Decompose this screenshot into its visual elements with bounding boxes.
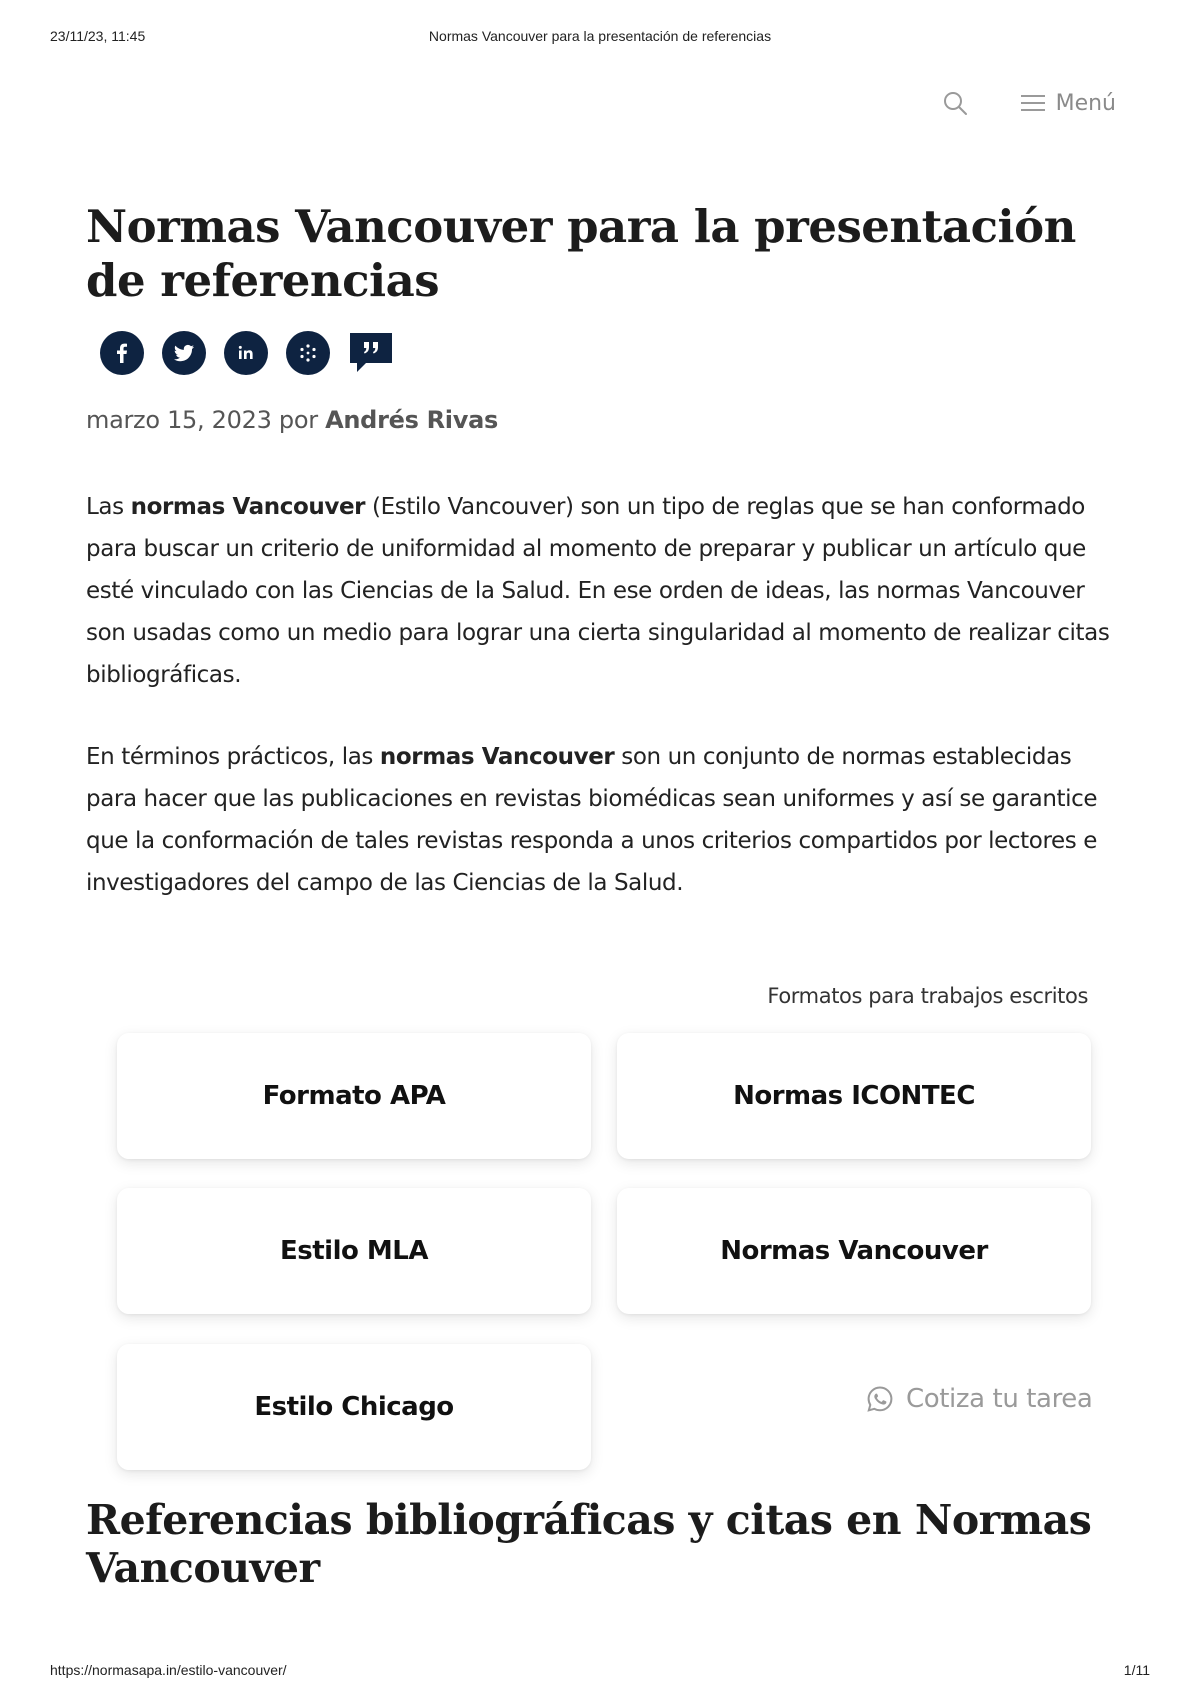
quote-icon xyxy=(348,331,394,375)
menu-button[interactable] xyxy=(1020,91,1116,116)
paragraph-bold-term: normas Vancouver xyxy=(379,744,615,770)
search-button[interactable] xyxy=(940,88,970,118)
author-link[interactable]: Andrés Rivas xyxy=(325,406,498,434)
print-header xyxy=(50,28,1150,48)
quote-button[interactable] xyxy=(348,330,394,376)
twitter-share-button[interactable] xyxy=(162,331,206,375)
format-card-vancouver[interactable]: Normas Vancouver xyxy=(617,1188,1091,1314)
share-buttons xyxy=(100,330,1126,376)
section-heading: Referencias bibliográficas y citas en Normas Vancouver xyxy=(86,1496,1092,1592)
print-url: https://normasapa.in/estilo-vancouver/ xyxy=(50,1662,287,1678)
format-card-chicago[interactable]: Estilo Chicago xyxy=(117,1344,591,1470)
format-card-apa[interactable]: Formato APA xyxy=(117,1033,591,1159)
paragraph-definition xyxy=(86,736,1126,904)
hamburger-icon xyxy=(1020,93,1046,113)
post-date: marzo 15, 2023 xyxy=(86,406,272,434)
page-title: Normas Vancouver para la presentación de referencias xyxy=(86,200,1076,307)
paragraph-bold-term: normas Vancouver xyxy=(130,494,366,520)
paragraph-text: Las xyxy=(86,494,131,520)
paragraph-intro xyxy=(86,486,1126,696)
share-button[interactable] xyxy=(286,331,330,375)
menu-label: Menú xyxy=(1055,90,1116,116)
site-nav xyxy=(940,86,1116,120)
twitter-icon xyxy=(172,341,196,365)
whatsapp-icon xyxy=(866,1385,894,1413)
article-body xyxy=(86,486,1126,904)
search-icon xyxy=(942,90,968,116)
cotiza-label: Cotiza tu tarea xyxy=(906,1384,1093,1414)
share-icon xyxy=(297,342,319,364)
cotiza-button[interactable] xyxy=(866,1384,1092,1414)
article xyxy=(86,200,1126,904)
linkedin-share-button[interactable] xyxy=(224,331,268,375)
print-footer xyxy=(50,1662,1150,1682)
byline-by: por xyxy=(278,406,318,434)
facebook-share-button[interactable] xyxy=(100,331,144,375)
facebook-icon xyxy=(111,342,133,364)
format-card-mla[interactable]: Estilo MLA xyxy=(117,1188,591,1314)
paragraph-text: En términos prácticos, las xyxy=(86,744,380,770)
byline xyxy=(86,406,1126,434)
print-page-number: 1/11 xyxy=(1123,1662,1150,1678)
print-page-title: Normas Vancouver para la presentación de referencias xyxy=(428,28,772,44)
print-datetime: 23/11/23, 11:45 xyxy=(50,28,146,44)
paragraph-text: son un conjunto de normas establecidas para hacer que las publicaciones en revistas biomédicas sean uniformes y así se garantice que la conformación de tales revistas responda a unos criterios compartidos por lectores e investigadores del campo de las Ciencias de la Salud. xyxy=(86,744,1098,896)
paragraph-text: (Estilo Vancouver) son un tipo de reglas que se han conformado para buscar un criterio de uniformidad al momento de preparar y publicar un artículo que esté vinculado con las Ciencias de la Salud. En ese orden de ideas, las normas Vancouver son usadas como un medio para lograr una cierta singularidad al momento de realizar citas bibliográficas. xyxy=(86,494,1110,688)
linkedin-icon xyxy=(236,343,256,363)
formats-heading: Formatos para trabajos escritos xyxy=(767,984,1088,1008)
format-card-icontec[interactable]: Normas ICONTEC xyxy=(617,1033,1091,1159)
